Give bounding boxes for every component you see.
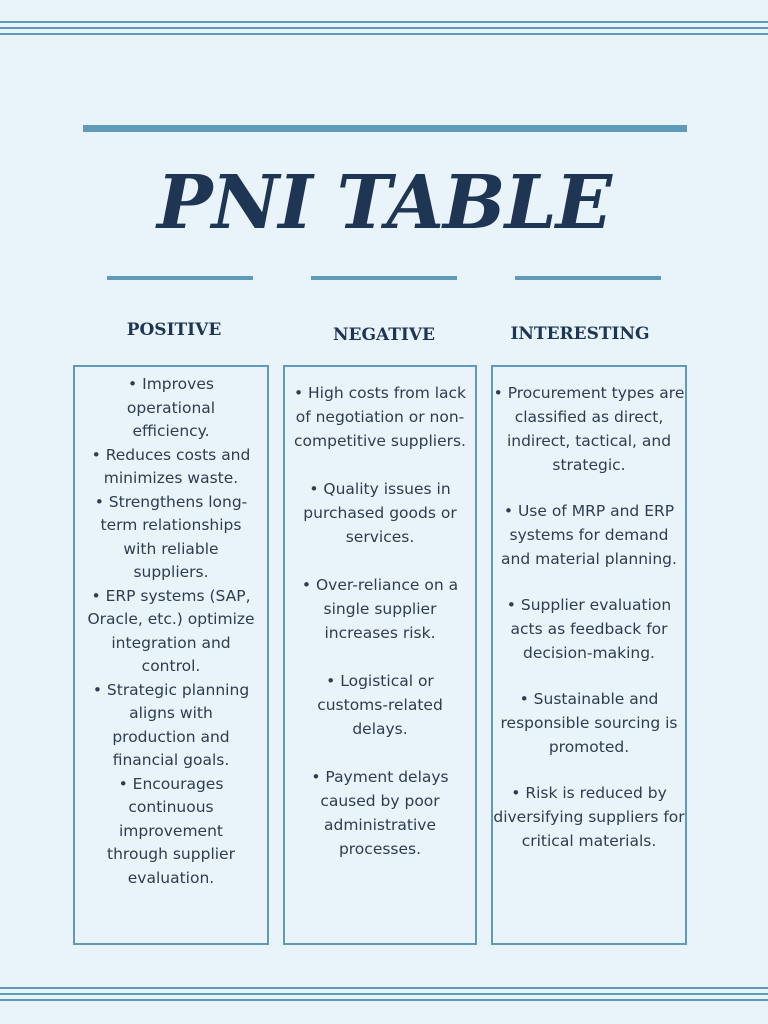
column-interesting — [491, 365, 687, 945]
list-item: • Encourages continuous improvement through supplier evaluation. — [107, 774, 235, 887]
bottom-border-line-1 — [0, 987, 768, 989]
list-item: • Logistical or customs-related delays. — [317, 672, 443, 738]
list-item: • Reduces costs and minimizes waste. — [91, 445, 251, 487]
interesting-list — [493, 381, 685, 853]
bottom-border-line-2 — [0, 993, 768, 995]
list-item: • Procurement types are classified as direct, indirect, tactical, and strategic. — [493, 384, 685, 474]
heading-negative: NEGATIVE — [332, 325, 436, 345]
positive-list — [87, 373, 255, 890]
list-item: • ERP systems (SAP, Oracle, etc.) optimize integration and control. — [87, 586, 255, 675]
list-item: • High costs from lack of negotiation or non-competitive suppliers. — [293, 384, 467, 450]
column-accent-positive — [107, 276, 253, 280]
title-bar — [83, 125, 687, 132]
list-item: • Use of MRP and ERP systems for demand and material planning. — [501, 502, 677, 568]
list-item: • Supplier evaluation acts as feedback for decision-making. — [506, 596, 672, 662]
list-item: • Sustainable and responsible sourcing is promoted. — [500, 690, 678, 756]
list-item: • Payment delays caused by poor administrative processes. — [311, 768, 449, 858]
heading-positive: POSITIVE — [126, 320, 222, 340]
list-item: • Quality issues in purchased goods or services. — [303, 480, 457, 546]
top-border-line-1 — [0, 21, 768, 23]
list-item: • Improves operational efficiency. — [126, 375, 216, 440]
column-accent-interesting — [515, 276, 661, 280]
column-accent-negative — [311, 276, 457, 280]
column-positive — [73, 365, 269, 945]
negative-list — [293, 381, 467, 861]
list-item: • Risk is reduced by diversifying suppliers for critical materials. — [493, 784, 685, 850]
top-border-line-2 — [0, 27, 768, 29]
column-negative — [283, 365, 477, 945]
list-item: • Strategic planning aligns with production and financial goals. — [92, 680, 250, 769]
list-item: • Over-reliance on a single supplier increases risk. — [301, 576, 459, 642]
heading-interesting: INTERESTING — [510, 324, 650, 344]
page-title: PNI TABLE — [156, 160, 612, 246]
top-border-line-3 — [0, 33, 768, 35]
bottom-border-line-3 — [0, 999, 768, 1001]
list-item: • Strengthens long-term relationships with reliable suppliers. — [94, 492, 248, 581]
